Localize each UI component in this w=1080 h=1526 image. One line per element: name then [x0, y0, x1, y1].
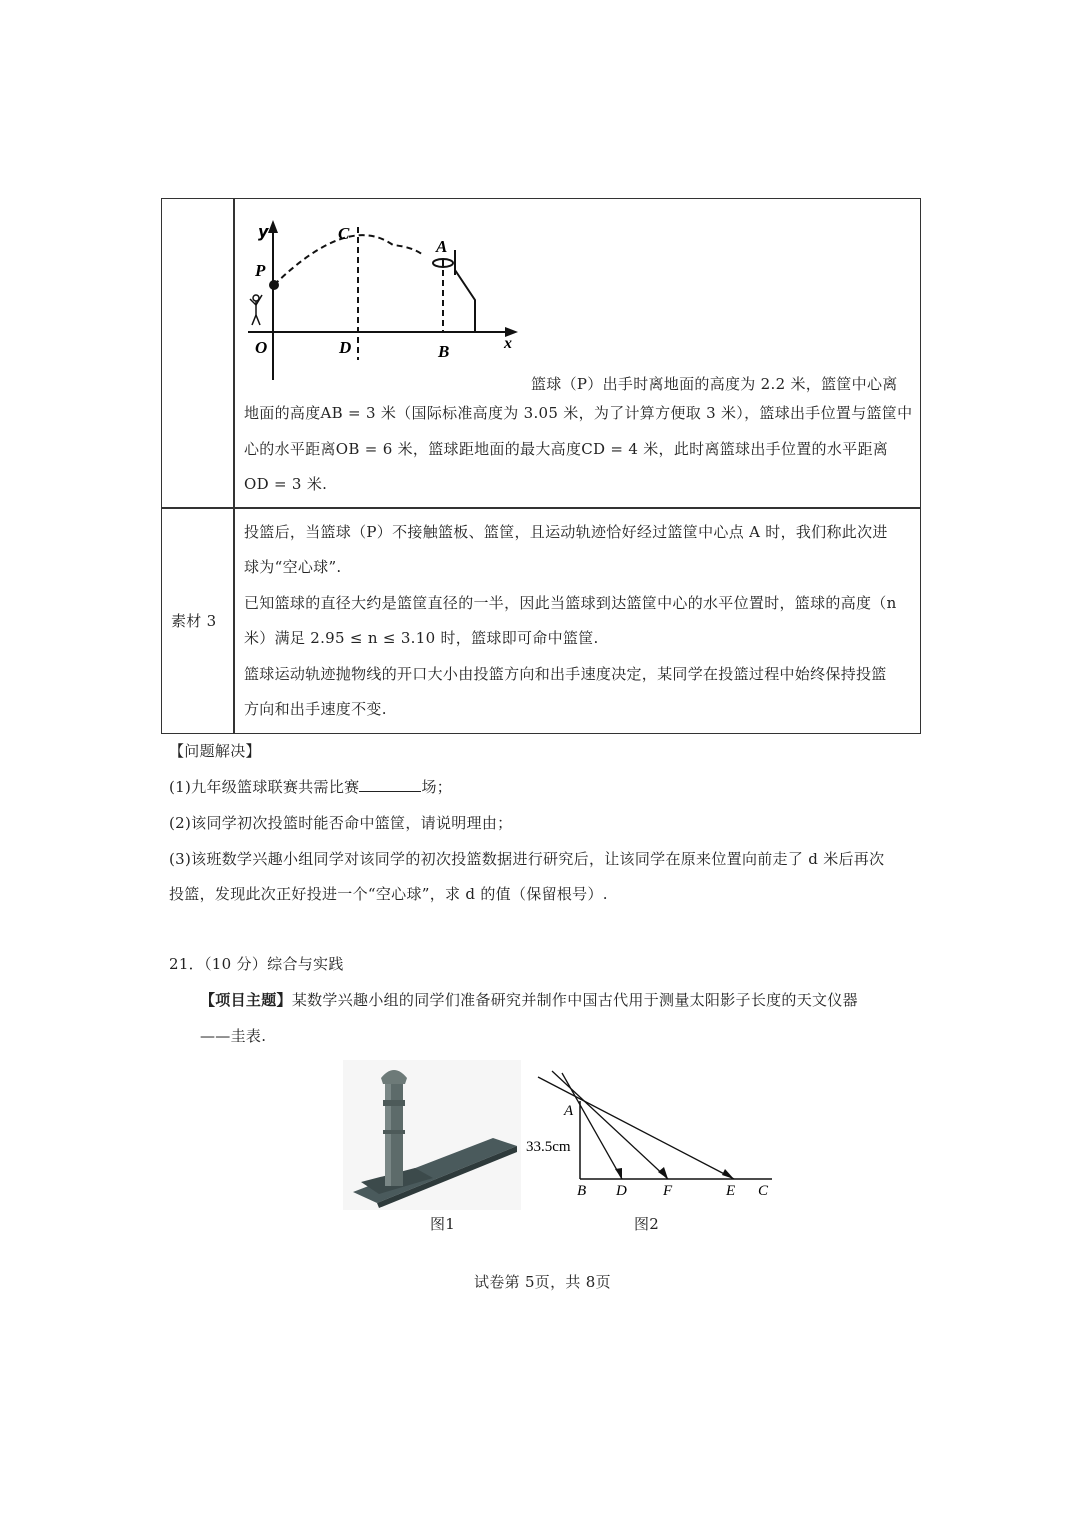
- problem-heading: 【问题解决】: [169, 742, 261, 760]
- material3-line-5: 篮球运动轨迹抛物线的开口大小由投篮方向和出手速度决定，某同学在投篮过程中始终保持投篮: [244, 665, 887, 683]
- label-fig2-a: A: [564, 1103, 574, 1119]
- y-axis-arrow: [268, 220, 278, 233]
- material3-line-4: 米）满足 2.95 ≤ n ≤ 3.10 时，篮球即可命中篮筐.: [244, 629, 599, 647]
- q21-theme-text: 某数学兴趣小组的同学们准备研究并制作中国古代用于测量太阳影子长度的天文仪器: [291, 991, 858, 1009]
- question-2: (2)该同学初次投篮时能否命中篮筐，请说明理由；: [169, 814, 513, 832]
- ray-to-e: [538, 1077, 734, 1179]
- label-fig2-f: F: [663, 1183, 673, 1199]
- label-y: y: [258, 222, 269, 241]
- label-p: P: [255, 261, 266, 280]
- page-footer: 试卷第 5页，共 8页: [474, 1273, 611, 1291]
- question-1-suffix: 场；: [421, 778, 453, 796]
- table-column-divider: [233, 198, 235, 734]
- question-1-prefix: (1)九年级篮球联赛共需比赛: [169, 778, 360, 796]
- material3-line-6: 方向和出手速度不变.: [244, 700, 387, 718]
- stand: [455, 270, 475, 332]
- q21-theme-line-2: ——圭表.: [200, 1027, 267, 1045]
- label-c: C: [338, 224, 350, 243]
- ball-p: [269, 280, 279, 290]
- q21-theme-label: 【项目主题】: [200, 991, 292, 1009]
- material3-line-1: 投篮后，当篮球（P）不接触篮板、篮筐，且运动轨迹恰好经过篮筐中心点 A 时，我们称此次进: [244, 523, 888, 541]
- label-d: D: [339, 338, 352, 357]
- material2-line-3: 心的水平距离OB = 6 米，篮球距地面的最大高度CD = 4 米，此时离篮球出手位置的水平距离: [244, 440, 889, 458]
- material3-label: 素材 3: [171, 612, 217, 630]
- material3-line-3: 已知篮球的直径大约是篮筐直径的一半，因此当篮球到达篮筐中心的水平位置时，篮球的高度（n: [244, 594, 897, 612]
- material2-line-1: 篮球（P）出手时离地面的高度为 2.2 米，篮筐中心离: [531, 375, 898, 393]
- label-fig2-e: E: [726, 1183, 736, 1199]
- label-fig2-len: 33.5cm: [526, 1139, 571, 1155]
- material2-line-2: 地面的高度AB = 3 米（国际标准高度为 3.05 米，为了计算方便取 3 米），篮球出手位置与篮筐中: [244, 404, 913, 422]
- label-fig2-d: D: [616, 1183, 627, 1199]
- arrow-f: [658, 1167, 668, 1179]
- ray-to-f: [552, 1071, 668, 1179]
- label-a: A: [436, 237, 448, 256]
- table-row-divider: [161, 507, 921, 509]
- answer-blank[interactable]: [359, 777, 421, 792]
- label-o: O: [255, 338, 268, 357]
- q21-theme: [200, 990, 858, 1010]
- arrow-d: [615, 1168, 622, 1179]
- question-3-line-2: 投篮，发现此次正好投进一个“空心球”，求 d 的值（保留根号）.: [169, 885, 608, 903]
- player-figure: [250, 295, 262, 325]
- basketball-trajectory-figure: [238, 215, 538, 390]
- q21-title: 21．（10 分）综合与实践: [169, 955, 344, 973]
- fig1-gnomon-image: [343, 1060, 521, 1210]
- question-3-line-1: (3)该班数学兴趣小组同学对该同学的初次投篮数据进行研究后，让该同学在原来位置向前走了 d 米后再次: [169, 850, 885, 868]
- arrow-e: [722, 1169, 734, 1179]
- fig2-diagram: [522, 1065, 777, 1205]
- label-fig2-b: B: [577, 1183, 587, 1199]
- material2-line-4: OD = 3 米.: [244, 475, 328, 493]
- label-fig2-c: C: [758, 1183, 769, 1199]
- label-x: x: [504, 335, 512, 352]
- material3-line-2: 球为“空心球”.: [244, 558, 342, 576]
- fig1-caption: 图1: [430, 1215, 456, 1233]
- question-1: [169, 777, 452, 797]
- label-b: B: [438, 342, 450, 361]
- fig2-caption: 图2: [634, 1215, 660, 1233]
